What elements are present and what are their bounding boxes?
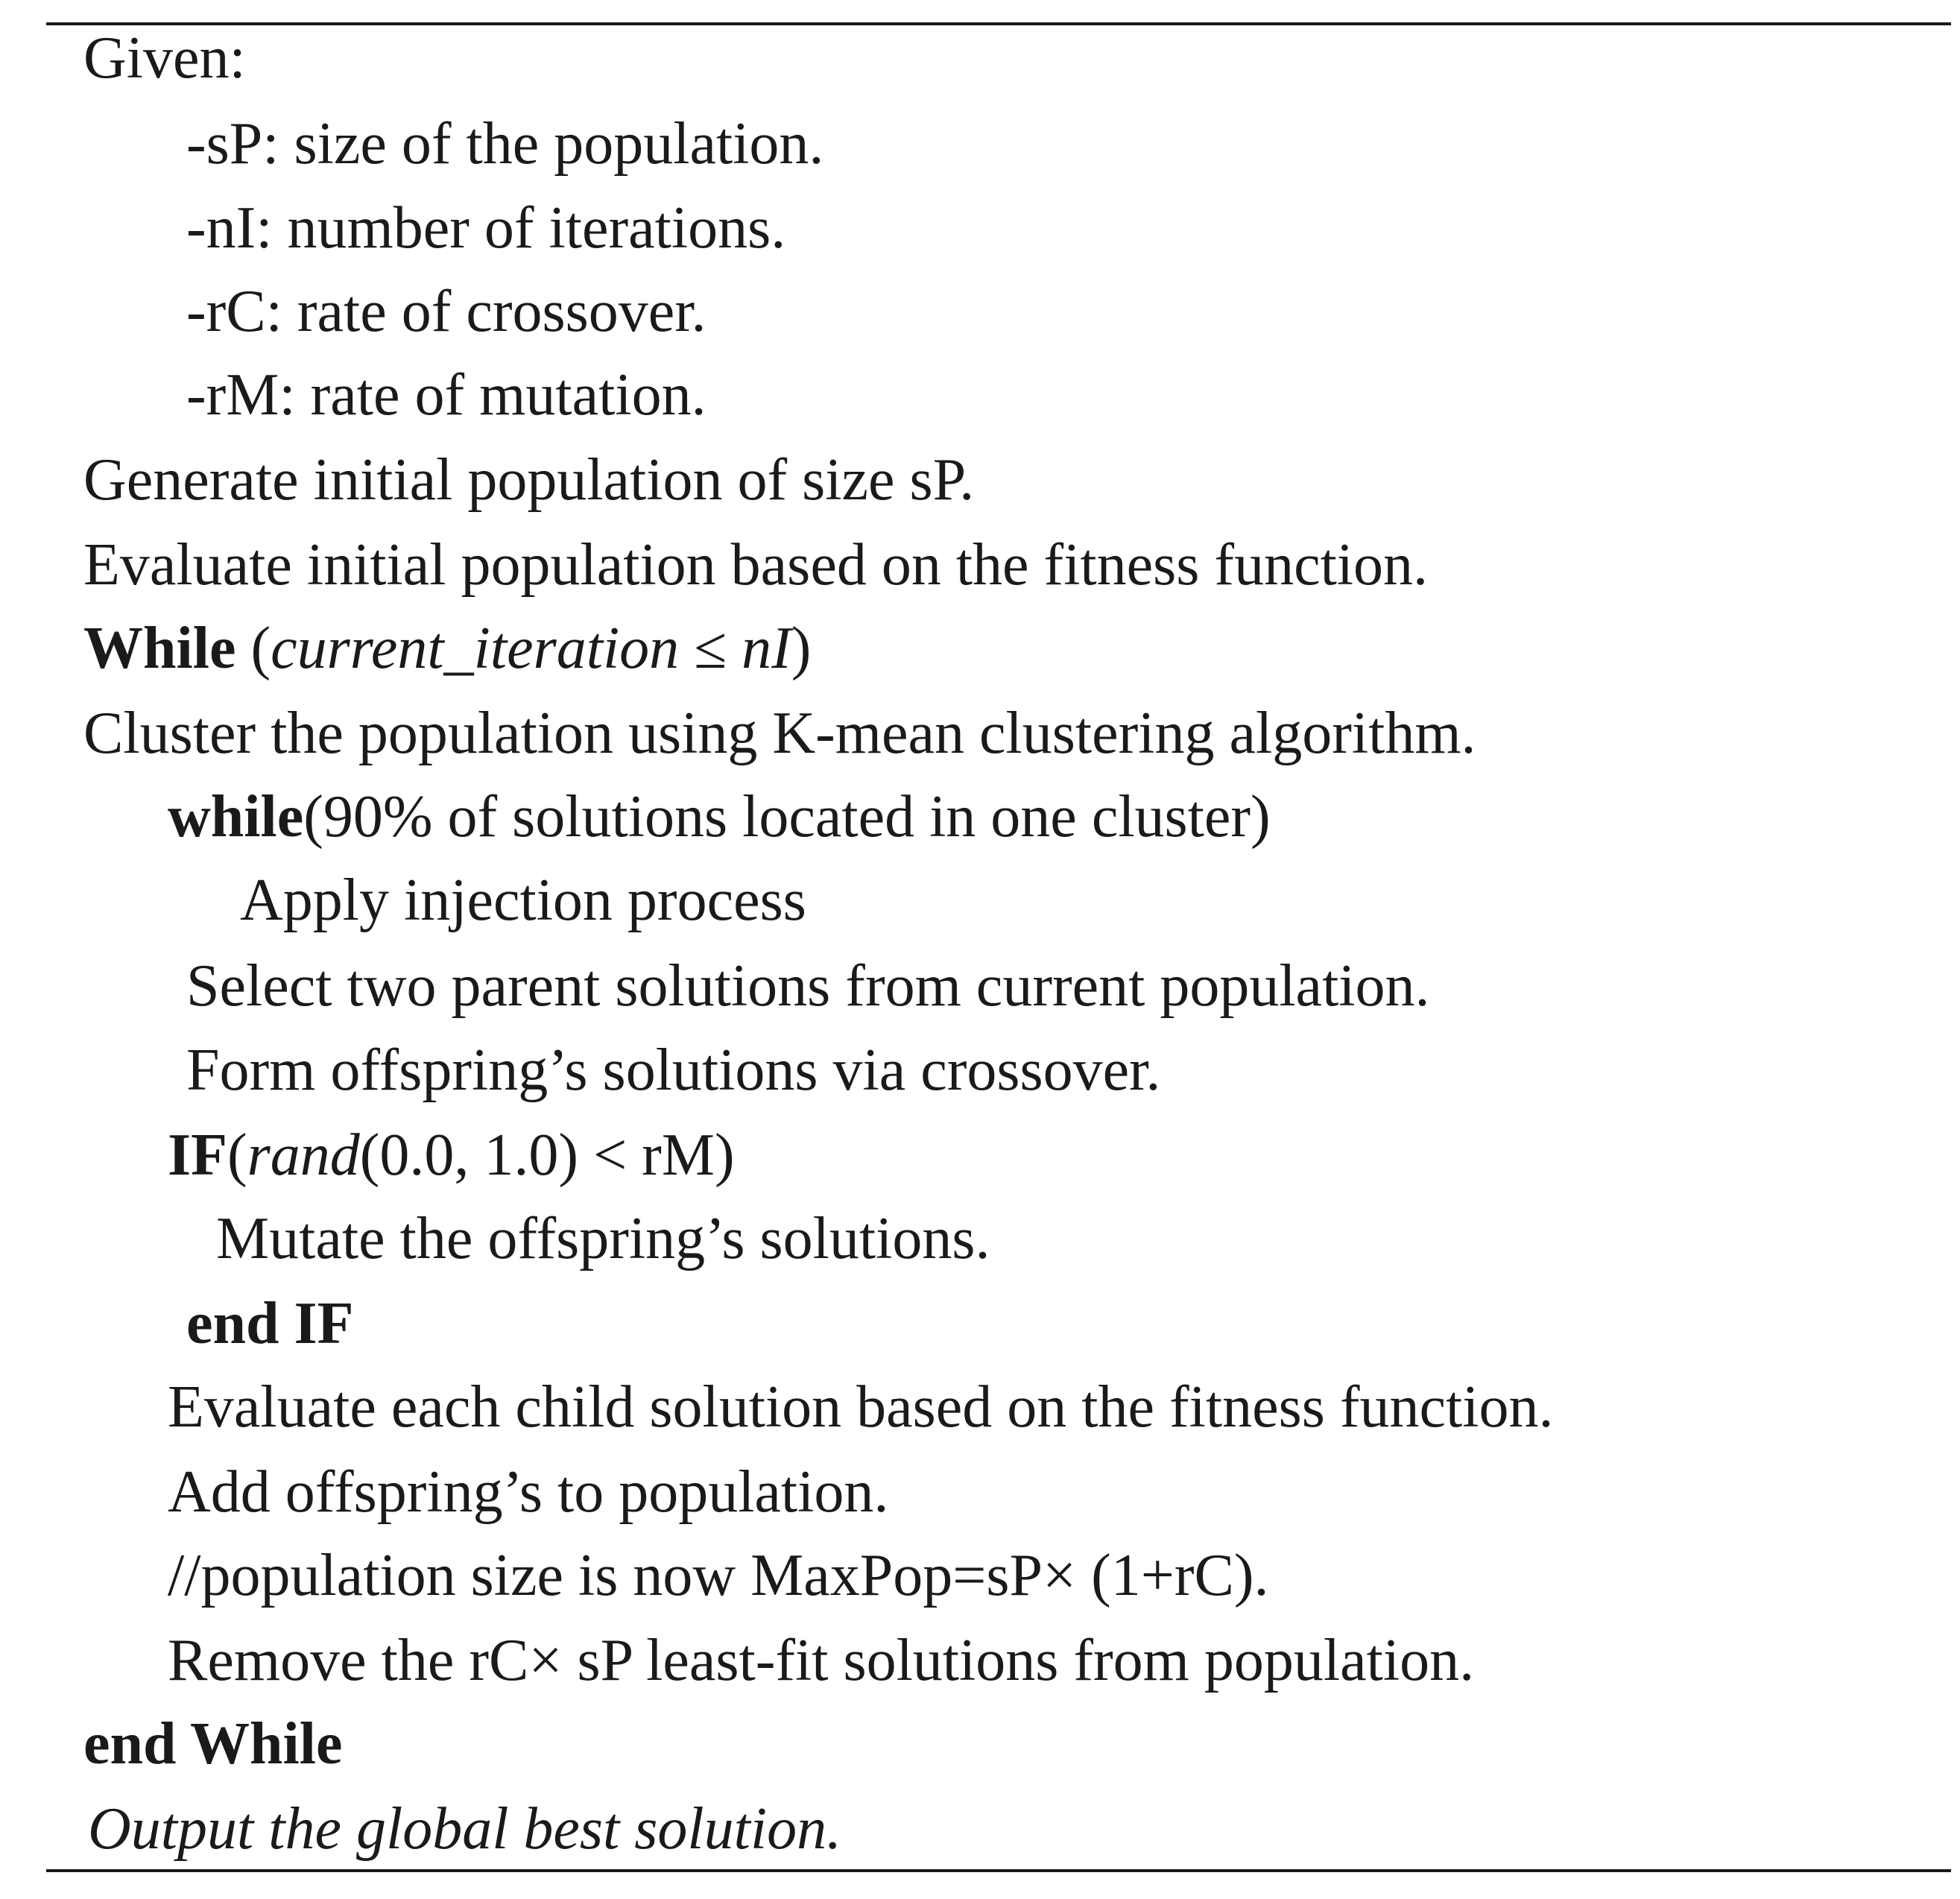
while-keyword: While (83, 616, 236, 681)
if-args: (0.0, 1.0) < rM) (359, 1122, 735, 1188)
param-iterations: -nI: number of iterations. (186, 195, 786, 261)
while-cond-open: ( (235, 616, 271, 681)
while-cond-limit: nI (742, 616, 791, 681)
evaluate-child-step: Evaluate each child solution based on the fitness function. (168, 1374, 1554, 1440)
remove-least-fit-step: Remove the rC× sP least-fit solutions from population. (168, 1628, 1475, 1693)
while-loop-header (83, 613, 811, 684)
param-mutation-rate: -rM: rate of mutation. (186, 362, 706, 428)
param-crossover-rate: -rC: rate of crossover. (186, 279, 706, 344)
form-offspring-step: Form offspring’s solutions via crossover. (186, 1037, 1161, 1103)
population-size-comment: //population size is now MaxPop=sP× (1+rC). (168, 1543, 1269, 1608)
mutate-step: Mutate the offspring’s solutions. (216, 1206, 990, 1271)
param-population-size: -sP: size of the population. (186, 111, 824, 177)
cluster-step: Cluster the population using K-mean clustering algorithm. (83, 701, 1476, 766)
if-keyword: IF (168, 1122, 227, 1188)
inner-while-condition: (90% of solutions located in one cluster) (303, 784, 1271, 850)
if-open: ( (227, 1122, 247, 1188)
output-step: Output the global best solution. (88, 1796, 842, 1862)
evaluate-initial-step: Evaluate initial population based on the fitness function. (83, 532, 1429, 598)
generate-step: Generate initial population of size sP. (83, 447, 975, 513)
if-header (168, 1119, 735, 1191)
while-cond-variable: current_iteration (271, 616, 680, 681)
apply-injection-step: Apply injection process (240, 868, 806, 933)
bottom-rule (46, 1869, 1951, 1872)
given-label: Given: (83, 25, 246, 91)
inner-while-header (168, 781, 1271, 853)
select-parents-step: Select two parent solutions from current population. (186, 953, 1430, 1019)
inner-while-keyword: while (168, 784, 304, 850)
end-while: end While (83, 1711, 343, 1777)
if-rand: rand (247, 1122, 360, 1188)
end-if: end IF (186, 1291, 354, 1356)
top-rule (46, 22, 1951, 25)
while-cond-close: ) (791, 616, 812, 681)
while-cond-operator: ≤ (679, 616, 742, 681)
add-offspring-step: Add offspring’s to population. (168, 1459, 889, 1525)
